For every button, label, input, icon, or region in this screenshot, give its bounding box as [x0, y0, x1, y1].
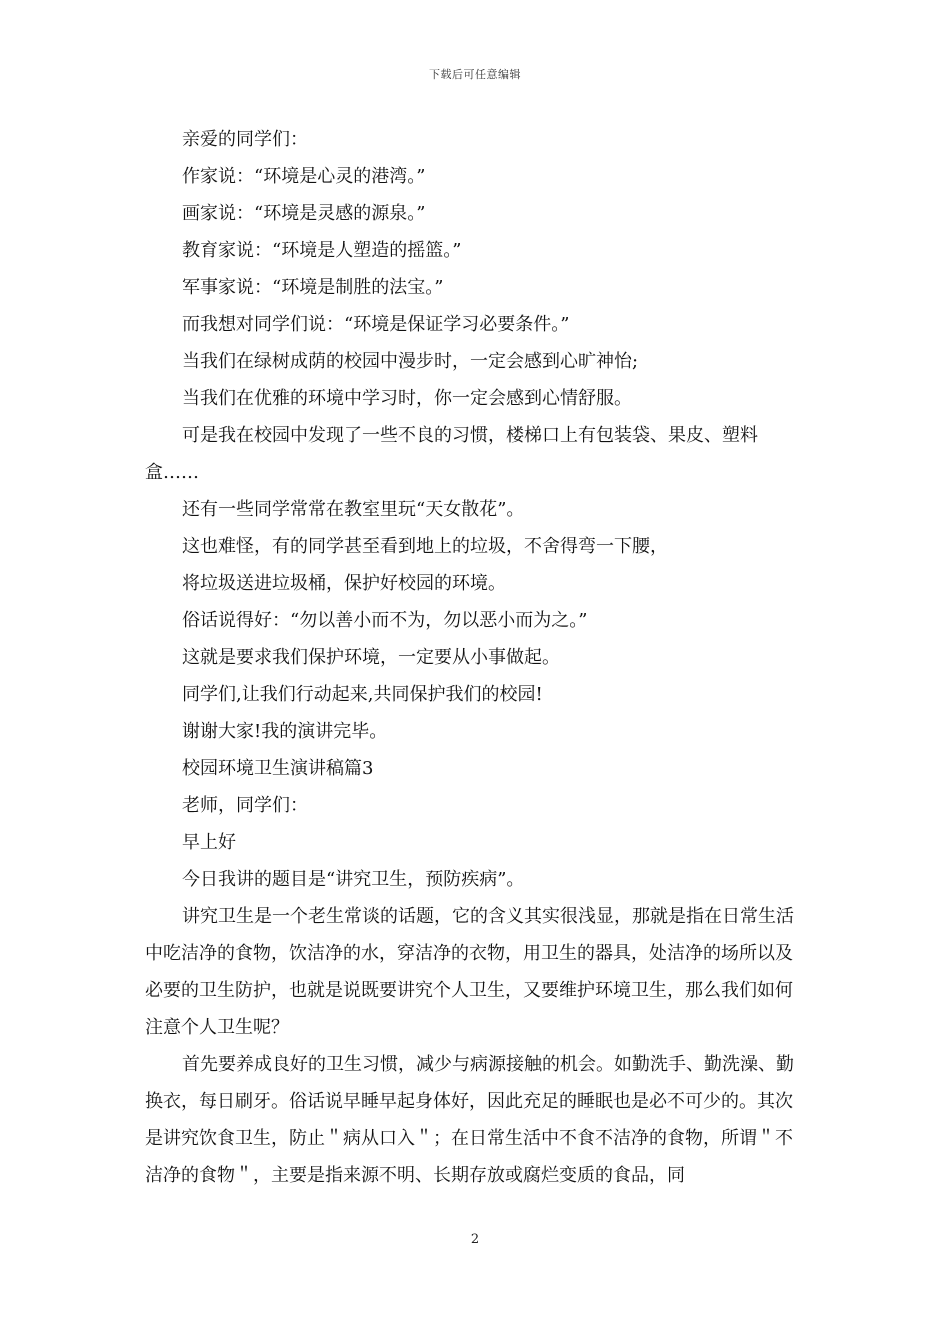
paragraph: 谢谢大家!我的演讲完毕。 — [182, 721, 388, 742]
paragraph: 老师，同学们： — [182, 795, 308, 816]
paragraph: 教育家说：“环境是人塑造的摇篮。” — [182, 240, 462, 261]
paragraph: 作家说：“环境是心灵的港湾。” — [182, 166, 426, 187]
paragraph: 俗话说得好：“勿以善小而不为，勿以恶小而为之。” — [182, 610, 588, 631]
paragraph: 亲爱的同学们： — [182, 129, 308, 150]
paragraph: 可是我在校园中发现了一些不良的习惯，楼梯口上有包装袋、果皮、塑料盒…… — [145, 425, 758, 483]
page-header-note: 下载后可任意编辑 — [429, 68, 521, 81]
paragraph: 当我们在绿树成荫的校园中漫步时，一定会感到心旷神怡; — [182, 351, 639, 372]
page-number: 2 — [470, 1232, 480, 1247]
paragraph: 将垃圾送进垃圾桶，保护好校园的环境。 — [182, 573, 506, 594]
paragraph: 同学们,让我们行动起来,共同保护我们的校园! — [182, 684, 543, 705]
paragraph: 画家说：“环境是灵感的源泉。” — [182, 203, 426, 224]
paragraph: 这就是要求我们保护环境，一定要从小事做起。 — [182, 647, 560, 668]
section-title: 校园环境卫生演讲稿篇3 — [182, 758, 374, 779]
paragraph: 当我们在优雅的环境中学习时，你一定会感到心情舒服。 — [182, 388, 632, 409]
document-body — [145, 121, 810, 1194]
paragraph: 还有一些同学常常在教室里玩“天女散花”。 — [182, 499, 525, 520]
paragraph: 军事家说：“环境是制胜的法宝。” — [182, 277, 444, 298]
paragraph: 这也难怪，有的同学甚至看到地上的垃圾，不舍得弯一下腰， — [182, 536, 668, 557]
paragraph: 讲究卫生是一个老生常谈的话题，它的含义其实很浅显，那就是指在日常生活中吃洁净的食物，饮洁净的水，穿洁净的衣物，用卫生的器具，处洁净的场所以及必要的卫生防护，也就是说既要讲究个人卫生，又要维护环境卫生，那么我们如何注意个人卫生呢？ — [145, 906, 794, 1038]
paragraph: 首先要养成良好的卫生习惯，减少与病源接触的机会。如勤洗手、勤洗澡、勤换衣，每日刷牙。俗话说早睡早起身体好，因此充足的睡眠也是必不可少的。其次是讲究饮食卫生，防止＂病从口入＂；在日常生活中不食不洁净的食物，所谓＂不洁净的食物＂，主要是指来源不明、长期存放或腐烂变质的食品，同 — [145, 1054, 794, 1186]
paragraph: 今日我讲的题目是“讲究卫生，预防疾病”。 — [182, 869, 525, 890]
paragraph: 而我想对同学们说：“环境是保证学习必要条件。” — [182, 314, 570, 335]
paragraph: 早上好 — [182, 832, 236, 853]
